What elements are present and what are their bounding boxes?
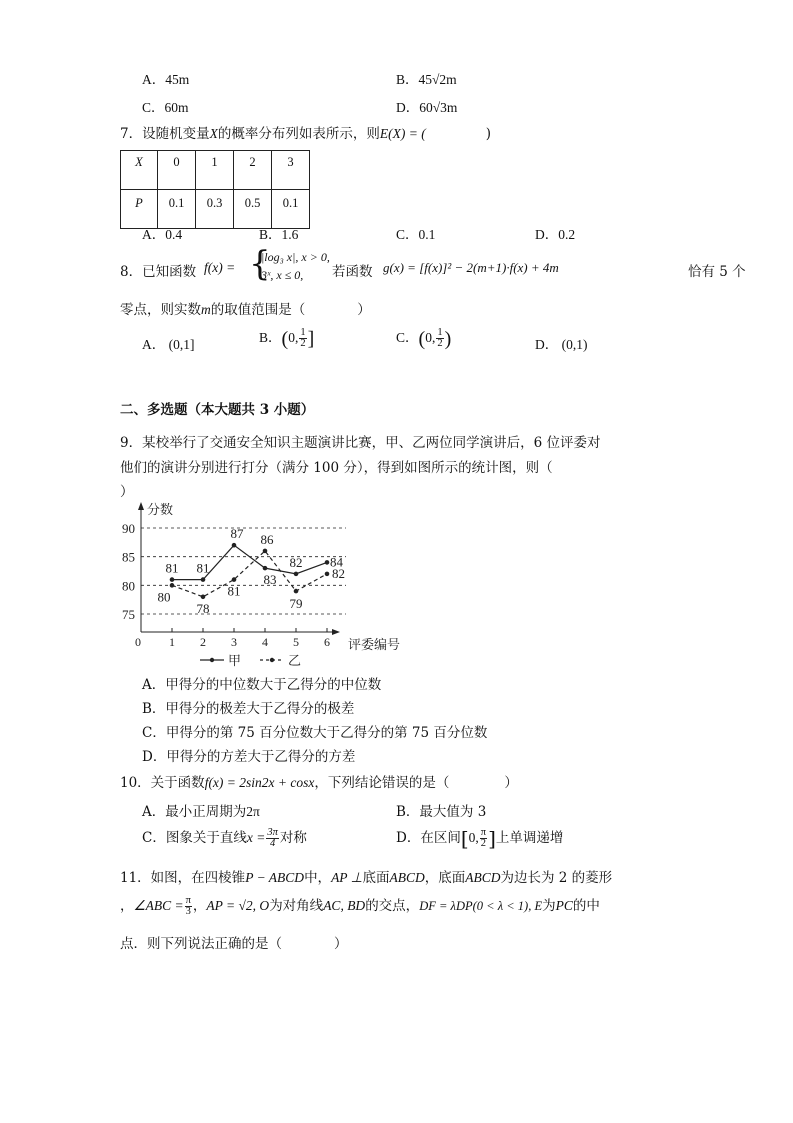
data-label: 83 bbox=[263, 572, 277, 588]
data-label: 81 bbox=[227, 583, 241, 599]
data-point bbox=[201, 595, 206, 600]
q9-stem-line2: 他们的演讲分别进行打分（满分 100 分），得到如图所示的统计图，则（ bbox=[120, 460, 553, 476]
legend-marker-jia bbox=[210, 658, 214, 662]
data-point bbox=[201, 577, 206, 582]
q10-option-a: A．最小正周期为2π bbox=[142, 804, 260, 820]
q9-option-a: A．甲得分的中位数大于乙得分的中位数 bbox=[142, 677, 382, 693]
data-label: 82 bbox=[332, 565, 345, 581]
x-tick-label: 0 bbox=[135, 635, 141, 649]
series-line-yi bbox=[172, 551, 327, 597]
table-row bbox=[121, 151, 310, 190]
x-tick-label: 5 bbox=[293, 635, 299, 649]
x-axis-arrow bbox=[332, 629, 340, 635]
q10-option-b: B．最大值为 3 bbox=[396, 804, 487, 820]
series-line-jia bbox=[172, 545, 327, 579]
q9-option-b: B．甲得分的极差大于乙得分的极差 bbox=[142, 701, 355, 717]
data-label: 86 bbox=[260, 531, 274, 547]
table-cell: P bbox=[121, 190, 158, 229]
y-tick-label: 90 bbox=[122, 521, 135, 536]
score-line-chart bbox=[110, 498, 430, 673]
q6-option-a: A．45m bbox=[142, 72, 190, 87]
data-label: 82 bbox=[289, 554, 303, 570]
q7-stem: 7．设随机变量X的概率分布列如表所示，则E(X) = ( ) bbox=[120, 126, 491, 142]
data-point bbox=[325, 572, 330, 577]
x-tick-label: 1 bbox=[169, 635, 175, 649]
x-tick-label: 3 bbox=[231, 635, 237, 649]
q10-option-c: C．图象关于直线x = $\frac{3\pi}{4}$ 对称 bbox=[142, 826, 307, 849]
q7-option-c: C．0.1 bbox=[396, 227, 436, 242]
data-label: 81 bbox=[165, 560, 179, 576]
table-cell: 0 bbox=[158, 151, 196, 190]
data-label: 79 bbox=[289, 596, 303, 612]
data-label: 81 bbox=[196, 560, 210, 576]
q8-option-c: C．(0, $\frac{1}{2}$ ) bbox=[396, 326, 452, 350]
data-label: 80 bbox=[157, 589, 171, 605]
q9-stem-line3: ） bbox=[120, 484, 134, 500]
q8-option-a: A． (0,1] bbox=[142, 337, 195, 352]
q11-stem-line3: 点．则下列说法正确的是（ ） bbox=[120, 936, 348, 952]
x-tick-label: 6 bbox=[324, 635, 330, 649]
q7-distribution-table bbox=[120, 150, 310, 229]
q10-option-d: D．在区间[0, $\frac{\pi}{2}$ ]上单调递增 bbox=[396, 826, 564, 851]
section-heading: 二、多选题（本大题共 3 小题） bbox=[120, 402, 315, 418]
x-tick-label: 4 bbox=[262, 635, 268, 649]
q8-stem-line2: 零点，则实数m的取值范围是（ ） bbox=[120, 302, 371, 318]
q6-option-d: D．60√3m bbox=[396, 100, 458, 115]
q10-stem: 10．关于函数f(x) = 2sin2x + cosx，下列结论错误的是（ ） bbox=[120, 775, 518, 791]
data-label: 78 bbox=[196, 600, 210, 616]
q8-option-d: D． (0,1) bbox=[535, 337, 588, 352]
data-point bbox=[325, 560, 330, 565]
q8-option-b: B．(0, $\frac{1}{2}$ ] bbox=[259, 326, 315, 350]
y-tick-label: 85 bbox=[122, 549, 135, 565]
q9-stem-line1: 9．某校举行了交通安全知识主题演讲比赛，甲、乙两位同学演讲后，6 位评委对 bbox=[120, 435, 601, 451]
q6-option-b: B．45√2m bbox=[396, 72, 457, 87]
q11-stem-line1: 11．如图，在四棱锥P − ABCD中，AP ⊥底面ABCD，底面ABCD为边长为 2 的菱形 bbox=[120, 870, 613, 886]
data-point bbox=[232, 543, 237, 548]
data-point bbox=[170, 577, 175, 582]
data-point bbox=[263, 566, 268, 571]
y-tick-label: 75 bbox=[122, 607, 135, 622]
y-axis-arrow bbox=[138, 502, 144, 510]
data-point bbox=[232, 577, 237, 582]
x-axis-label: 评委编号 bbox=[348, 638, 401, 653]
table-cell: 1 bbox=[196, 151, 234, 190]
q7-option-d: D．0.2 bbox=[535, 227, 576, 242]
table-cell: 2 bbox=[234, 151, 272, 190]
table-cell: 0.5 bbox=[234, 190, 272, 229]
q9-option-c: C．甲得分的第 75 百分位数大于乙得分的第 75 百分位数 bbox=[142, 725, 488, 741]
table-cell: 0.1 bbox=[158, 190, 196, 229]
legend-marker-yi bbox=[270, 658, 274, 662]
x-tick-label: 2 bbox=[200, 635, 206, 649]
y-tick-label: 80 bbox=[122, 578, 135, 594]
q7-option-a: A．0.4 bbox=[142, 227, 183, 242]
data-point bbox=[294, 589, 299, 594]
data-point bbox=[263, 549, 268, 554]
q7-option-b: B．1.6 bbox=[259, 227, 299, 242]
data-label: 87 bbox=[230, 526, 244, 542]
table-cell: X bbox=[121, 151, 158, 190]
table-cell: 0.1 bbox=[272, 190, 310, 229]
legend-label-yi: 乙 bbox=[288, 654, 302, 669]
data-point bbox=[170, 583, 175, 588]
table-cell: 0.3 bbox=[196, 190, 234, 229]
y-axis-label: 分数 bbox=[147, 503, 174, 518]
data-label: 84 bbox=[330, 554, 343, 570]
q9-option-d: D．甲得分的方差大于乙得分的方差 bbox=[142, 749, 356, 765]
legend-label-jia: 甲 bbox=[228, 654, 242, 669]
table-cell: 3 bbox=[272, 151, 310, 190]
data-point bbox=[294, 572, 299, 577]
q11-stem-line2: ，∠ABC = $\frac{\pi}{3}$ ，AP = √2, O为对角线AC, BD的交点，DF = λDP(0 < λ < 1), E为PC的中 bbox=[120, 894, 600, 917]
q6-option-c: C．60m bbox=[142, 100, 189, 115]
